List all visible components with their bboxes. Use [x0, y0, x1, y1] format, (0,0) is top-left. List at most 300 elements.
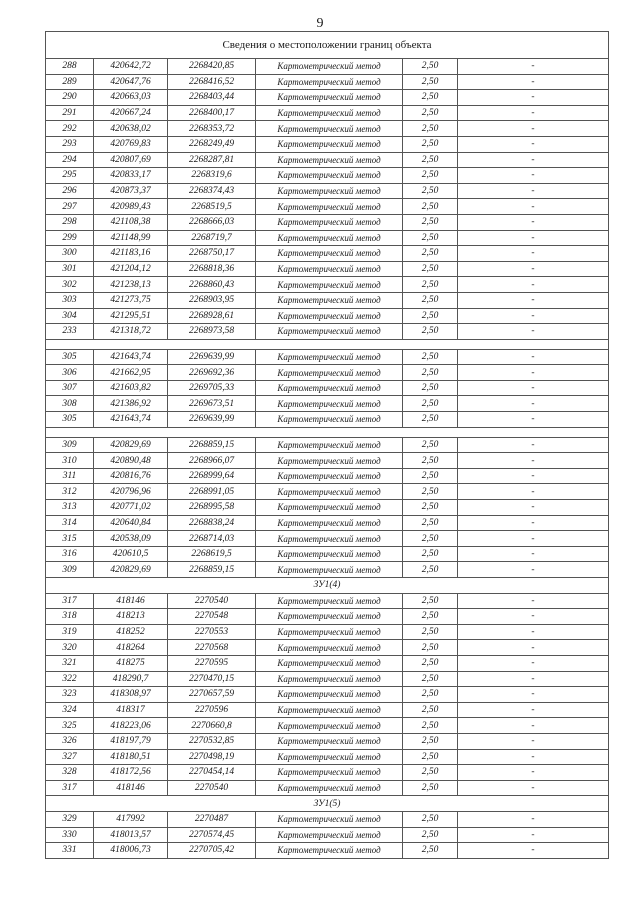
method-cell: Картометрический метод: [256, 277, 403, 293]
x-coordinate: 420873,37: [94, 183, 168, 199]
x-coordinate: 420890,48: [94, 453, 168, 469]
y-coordinate: 2270574,45: [168, 827, 256, 843]
table-row: [46, 292, 609, 308]
point-number: 309: [46, 562, 94, 578]
y-coordinate: 2270596: [168, 702, 256, 718]
y-coordinate: 2270532,85: [168, 733, 256, 749]
table-row: [46, 365, 609, 381]
note-cell: -: [458, 199, 609, 215]
y-coordinate: 2268287,81: [168, 152, 256, 168]
x-coordinate: 421643,74: [94, 349, 168, 365]
point-number: 305: [46, 349, 94, 365]
method-cell: Картометрический метод: [256, 811, 403, 827]
note-cell: -: [458, 437, 609, 453]
y-coordinate: 2270553: [168, 624, 256, 640]
method-cell: Картометрический метод: [256, 484, 403, 500]
x-coordinate: 418317: [94, 702, 168, 718]
method-cell: Картометрический метод: [256, 702, 403, 718]
point-number: 298: [46, 214, 94, 230]
note-cell: -: [458, 121, 609, 137]
table-title: Сведения о местоположении границ объекта: [46, 32, 609, 59]
accuracy-cell: 2,50: [403, 349, 458, 365]
method-cell: Картометрический метод: [256, 562, 403, 578]
method-cell: Картометрический метод: [256, 90, 403, 106]
table-row: [46, 702, 609, 718]
x-coordinate: 421238,13: [94, 277, 168, 293]
note-cell: -: [458, 593, 609, 609]
table-row: [46, 718, 609, 734]
table-row: [46, 396, 609, 412]
y-coordinate: 2268249,49: [168, 136, 256, 152]
accuracy-cell: 2,50: [403, 593, 458, 609]
table-row: [46, 277, 609, 293]
separator-row: [46, 339, 609, 349]
note-cell: -: [458, 183, 609, 199]
method-cell: Картометрический метод: [256, 624, 403, 640]
x-coordinate: 418172,56: [94, 765, 168, 781]
note-cell: -: [458, 655, 609, 671]
point-number: 327: [46, 749, 94, 765]
note-cell: -: [458, 546, 609, 562]
x-coordinate: 418290,7: [94, 671, 168, 687]
y-coordinate: 2268966,07: [168, 453, 256, 469]
accuracy-cell: 2,50: [403, 308, 458, 324]
table-row: [46, 749, 609, 765]
note-cell: -: [458, 74, 609, 90]
method-cell: Картометрический метод: [256, 74, 403, 90]
point-number: 319: [46, 624, 94, 640]
point-number: 329: [46, 811, 94, 827]
note-cell: -: [458, 396, 609, 412]
accuracy-cell: 2,50: [403, 468, 458, 484]
method-cell: Картометрический метод: [256, 780, 403, 796]
table-row: [46, 349, 609, 365]
point-number: 311: [46, 468, 94, 484]
note-cell: -: [458, 671, 609, 687]
x-coordinate: 418180,51: [94, 749, 168, 765]
note-cell: -: [458, 453, 609, 469]
method-cell: Картометрический метод: [256, 827, 403, 843]
note-cell: -: [458, 412, 609, 428]
method-cell: Картометрический метод: [256, 546, 403, 562]
table-row: [46, 827, 609, 843]
method-cell: Картометрический метод: [256, 437, 403, 453]
method-cell: Картометрический метод: [256, 199, 403, 215]
subsection-row: [46, 578, 609, 594]
note-cell: -: [458, 515, 609, 531]
point-number: 308: [46, 396, 94, 412]
y-coordinate: 2269639,99: [168, 349, 256, 365]
y-coordinate: 2268928,61: [168, 308, 256, 324]
x-coordinate: 417992: [94, 811, 168, 827]
method-cell: Картометрический метод: [256, 214, 403, 230]
point-number: 305: [46, 412, 94, 428]
note-cell: -: [458, 214, 609, 230]
accuracy-cell: 2,50: [403, 168, 458, 184]
accuracy-cell: 2,50: [403, 671, 458, 687]
y-coordinate: 2268859,15: [168, 437, 256, 453]
x-coordinate: 421318,72: [94, 324, 168, 340]
y-coordinate: 2270705,42: [168, 843, 256, 859]
method-cell: Картометрический метод: [256, 183, 403, 199]
note-cell: -: [458, 811, 609, 827]
point-number: 300: [46, 246, 94, 262]
x-coordinate: 420829,69: [94, 562, 168, 578]
method-cell: Картометрический метод: [256, 152, 403, 168]
boundary-table: [45, 31, 609, 859]
x-coordinate: 421204,12: [94, 261, 168, 277]
point-number: 289: [46, 74, 94, 90]
method-cell: Картометрический метод: [256, 500, 403, 516]
method-cell: Картометрический метод: [256, 308, 403, 324]
table-row: [46, 624, 609, 640]
table-row: [46, 183, 609, 199]
note-cell: -: [458, 105, 609, 121]
y-coordinate: 2268860,43: [168, 277, 256, 293]
point-number: 288: [46, 59, 94, 75]
accuracy-cell: 2,50: [403, 827, 458, 843]
table-row: [46, 655, 609, 671]
method-cell: Картометрический метод: [256, 671, 403, 687]
method-cell: Картометрический метод: [256, 468, 403, 484]
table-row: [46, 168, 609, 184]
note-cell: -: [458, 827, 609, 843]
point-number: 328: [46, 765, 94, 781]
method-cell: Картометрический метод: [256, 412, 403, 428]
accuracy-cell: 2,50: [403, 437, 458, 453]
table-row: [46, 261, 609, 277]
point-number: 317: [46, 593, 94, 609]
accuracy-cell: 2,50: [403, 277, 458, 293]
table-row: [46, 308, 609, 324]
x-coordinate: 420667,24: [94, 105, 168, 121]
point-number: 318: [46, 609, 94, 625]
method-cell: Картометрический метод: [256, 687, 403, 703]
x-coordinate: 420807,69: [94, 152, 168, 168]
accuracy-cell: 2,50: [403, 183, 458, 199]
note-cell: -: [458, 365, 609, 381]
point-number: 292: [46, 121, 94, 137]
y-coordinate: 2268400,17: [168, 105, 256, 121]
note-cell: -: [458, 765, 609, 781]
note-cell: -: [458, 324, 609, 340]
y-coordinate: 2268838,24: [168, 515, 256, 531]
method-cell: Картометрический метод: [256, 59, 403, 75]
subsection-row: [46, 796, 609, 812]
table-row: [46, 105, 609, 121]
y-coordinate: 2268619,5: [168, 546, 256, 562]
table-row: [46, 136, 609, 152]
y-coordinate: 2268859,15: [168, 562, 256, 578]
accuracy-cell: 2,50: [403, 687, 458, 703]
table-row: [46, 468, 609, 484]
separator-row: [46, 427, 609, 437]
point-number: 306: [46, 365, 94, 381]
note-cell: -: [458, 59, 609, 75]
table-row: [46, 811, 609, 827]
note-cell: -: [458, 168, 609, 184]
accuracy-cell: 2,50: [403, 655, 458, 671]
y-coordinate: 2269639,99: [168, 412, 256, 428]
note-cell: -: [458, 349, 609, 365]
accuracy-cell: 2,50: [403, 500, 458, 516]
y-coordinate: 2268973,58: [168, 324, 256, 340]
method-cell: Картометрический метод: [256, 655, 403, 671]
note-cell: -: [458, 484, 609, 500]
method-cell: Картометрический метод: [256, 121, 403, 137]
method-cell: Картометрический метод: [256, 515, 403, 531]
accuracy-cell: 2,50: [403, 702, 458, 718]
x-coordinate: 420796,96: [94, 484, 168, 500]
table-row: [46, 437, 609, 453]
y-coordinate: 2268319,6: [168, 168, 256, 184]
point-number: 307: [46, 380, 94, 396]
point-number: 294: [46, 152, 94, 168]
note-cell: -: [458, 380, 609, 396]
accuracy-cell: 2,50: [403, 562, 458, 578]
method-cell: Картометрический метод: [256, 380, 403, 396]
accuracy-cell: 2,50: [403, 412, 458, 428]
note-cell: -: [458, 246, 609, 262]
x-coordinate: 418146: [94, 593, 168, 609]
point-number: 297: [46, 199, 94, 215]
point-number: 320: [46, 640, 94, 656]
separator-cell: [46, 427, 609, 437]
method-cell: Картометрический метод: [256, 733, 403, 749]
point-number: 331: [46, 843, 94, 859]
x-coordinate: 418213: [94, 609, 168, 625]
y-coordinate: 2268666,03: [168, 214, 256, 230]
table-row: [46, 515, 609, 531]
x-coordinate: 420816,76: [94, 468, 168, 484]
method-cell: Картометрический метод: [256, 136, 403, 152]
y-coordinate: 2269705,33: [168, 380, 256, 396]
method-cell: Картометрический метод: [256, 531, 403, 547]
y-coordinate: 2268995,58: [168, 500, 256, 516]
table-row: [46, 90, 609, 106]
table-row: [46, 74, 609, 90]
point-number: 323: [46, 687, 94, 703]
x-coordinate: 418146: [94, 780, 168, 796]
note-cell: -: [458, 749, 609, 765]
table-row: [46, 765, 609, 781]
x-coordinate: 421662,95: [94, 365, 168, 381]
accuracy-cell: 2,50: [403, 718, 458, 734]
x-coordinate: 420833,17: [94, 168, 168, 184]
method-cell: Картометрический метод: [256, 593, 403, 609]
point-number: 233: [46, 324, 94, 340]
point-number: 315: [46, 531, 94, 547]
x-coordinate: 420771,02: [94, 500, 168, 516]
y-coordinate: 2268714,03: [168, 531, 256, 547]
y-coordinate: 2268719,7: [168, 230, 256, 246]
y-coordinate: 2268991,05: [168, 484, 256, 500]
y-coordinate: 2270487: [168, 811, 256, 827]
point-number: 325: [46, 718, 94, 734]
point-number: 321: [46, 655, 94, 671]
accuracy-cell: 2,50: [403, 292, 458, 308]
accuracy-cell: 2,50: [403, 324, 458, 340]
accuracy-cell: 2,50: [403, 59, 458, 75]
point-number: 324: [46, 702, 94, 718]
table-row: [46, 531, 609, 547]
x-coordinate: 418197,79: [94, 733, 168, 749]
x-coordinate: 418264: [94, 640, 168, 656]
table-row: [46, 546, 609, 562]
y-coordinate: 2270657,59: [168, 687, 256, 703]
accuracy-cell: 2,50: [403, 765, 458, 781]
table-row: [46, 380, 609, 396]
method-cell: Картометрический метод: [256, 261, 403, 277]
method-cell: Картометрический метод: [256, 765, 403, 781]
note-cell: -: [458, 136, 609, 152]
accuracy-cell: 2,50: [403, 546, 458, 562]
table-row: [46, 687, 609, 703]
note-cell: -: [458, 90, 609, 106]
table-row: [46, 246, 609, 262]
accuracy-cell: 2,50: [403, 780, 458, 796]
accuracy-cell: 2,50: [403, 453, 458, 469]
table-row: [46, 324, 609, 340]
note-cell: -: [458, 500, 609, 516]
accuracy-cell: 2,50: [403, 609, 458, 625]
x-coordinate: 420989,43: [94, 199, 168, 215]
note-cell: -: [458, 733, 609, 749]
table-row: [46, 230, 609, 246]
accuracy-cell: 2,50: [403, 843, 458, 859]
x-coordinate: 421273,75: [94, 292, 168, 308]
point-number: 295: [46, 168, 94, 184]
y-coordinate: 2268750,17: [168, 246, 256, 262]
accuracy-cell: 2,50: [403, 214, 458, 230]
method-cell: Картометрический метод: [256, 453, 403, 469]
y-coordinate: 2270498,19: [168, 749, 256, 765]
accuracy-cell: 2,50: [403, 515, 458, 531]
table-row: [46, 671, 609, 687]
accuracy-cell: 2,50: [403, 640, 458, 656]
y-coordinate: 2268818,36: [168, 261, 256, 277]
x-coordinate: 418308,97: [94, 687, 168, 703]
note-cell: -: [458, 562, 609, 578]
accuracy-cell: 2,50: [403, 199, 458, 215]
point-number: 322: [46, 671, 94, 687]
y-coordinate: 2270454,14: [168, 765, 256, 781]
y-coordinate: 2270470,15: [168, 671, 256, 687]
accuracy-cell: 2,50: [403, 261, 458, 277]
x-coordinate: 418275: [94, 655, 168, 671]
x-coordinate: 421148,99: [94, 230, 168, 246]
accuracy-cell: 2,50: [403, 380, 458, 396]
x-coordinate: 421643,74: [94, 412, 168, 428]
point-number: 291: [46, 105, 94, 121]
method-cell: Картометрический метод: [256, 718, 403, 734]
method-cell: Картометрический метод: [256, 324, 403, 340]
y-coordinate: 2270568: [168, 640, 256, 656]
table-row: [46, 843, 609, 859]
point-number: 296: [46, 183, 94, 199]
method-cell: Картометрический метод: [256, 292, 403, 308]
subsection-label: ЗУ1(4): [46, 578, 609, 594]
accuracy-cell: 2,50: [403, 74, 458, 90]
note-cell: -: [458, 292, 609, 308]
note-cell: -: [458, 261, 609, 277]
y-coordinate: 2270595: [168, 655, 256, 671]
subsection-label: ЗУ1(5): [46, 796, 609, 812]
method-cell: Картометрический метод: [256, 349, 403, 365]
note-cell: -: [458, 640, 609, 656]
accuracy-cell: 2,50: [403, 365, 458, 381]
note-cell: -: [458, 152, 609, 168]
table-row: [46, 152, 609, 168]
note-cell: -: [458, 687, 609, 703]
x-coordinate: 421183,16: [94, 246, 168, 262]
method-cell: Картометрический метод: [256, 105, 403, 121]
x-coordinate: 418252: [94, 624, 168, 640]
method-cell: Картометрический метод: [256, 609, 403, 625]
method-cell: Картометрический метод: [256, 365, 403, 381]
accuracy-cell: 2,50: [403, 733, 458, 749]
y-coordinate: 2268519,5: [168, 199, 256, 215]
table-row: [46, 609, 609, 625]
table-row: [46, 214, 609, 230]
accuracy-cell: 2,50: [403, 749, 458, 765]
table-row: [46, 412, 609, 428]
method-cell: Картометрический метод: [256, 640, 403, 656]
method-cell: Картометрический метод: [256, 749, 403, 765]
point-number: 301: [46, 261, 94, 277]
y-coordinate: 2269692,36: [168, 365, 256, 381]
point-number: 330: [46, 827, 94, 843]
accuracy-cell: 2,50: [403, 246, 458, 262]
method-cell: Картометрический метод: [256, 843, 403, 859]
note-cell: -: [458, 609, 609, 625]
note-cell: -: [458, 624, 609, 640]
y-coordinate: 2268416,52: [168, 74, 256, 90]
y-coordinate: 2268903,95: [168, 292, 256, 308]
accuracy-cell: 2,50: [403, 152, 458, 168]
accuracy-cell: 2,50: [403, 811, 458, 827]
y-coordinate: 2268420,85: [168, 59, 256, 75]
accuracy-cell: 2,50: [403, 90, 458, 106]
point-number: 304: [46, 308, 94, 324]
note-cell: -: [458, 308, 609, 324]
note-cell: -: [458, 718, 609, 734]
note-cell: -: [458, 468, 609, 484]
y-coordinate: 2268374,43: [168, 183, 256, 199]
point-number: 293: [46, 136, 94, 152]
point-number: 299: [46, 230, 94, 246]
method-cell: Картометрический метод: [256, 230, 403, 246]
note-cell: -: [458, 843, 609, 859]
page-number: 9: [316, 16, 324, 31]
x-coordinate: 420647,76: [94, 74, 168, 90]
x-coordinate: 418013,57: [94, 827, 168, 843]
x-coordinate: 420663,03: [94, 90, 168, 106]
x-coordinate: 421603,82: [94, 380, 168, 396]
x-coordinate: 420538,09: [94, 531, 168, 547]
note-cell: -: [458, 230, 609, 246]
point-number: 314: [46, 515, 94, 531]
point-number: 312: [46, 484, 94, 500]
x-coordinate: 421295,51: [94, 308, 168, 324]
x-coordinate: 418006,73: [94, 843, 168, 859]
x-coordinate: 420638,02: [94, 121, 168, 137]
y-coordinate: 2270660,8: [168, 718, 256, 734]
table-row: [46, 780, 609, 796]
accuracy-cell: 2,50: [403, 121, 458, 137]
point-number: 309: [46, 437, 94, 453]
y-coordinate: 2270540: [168, 780, 256, 796]
